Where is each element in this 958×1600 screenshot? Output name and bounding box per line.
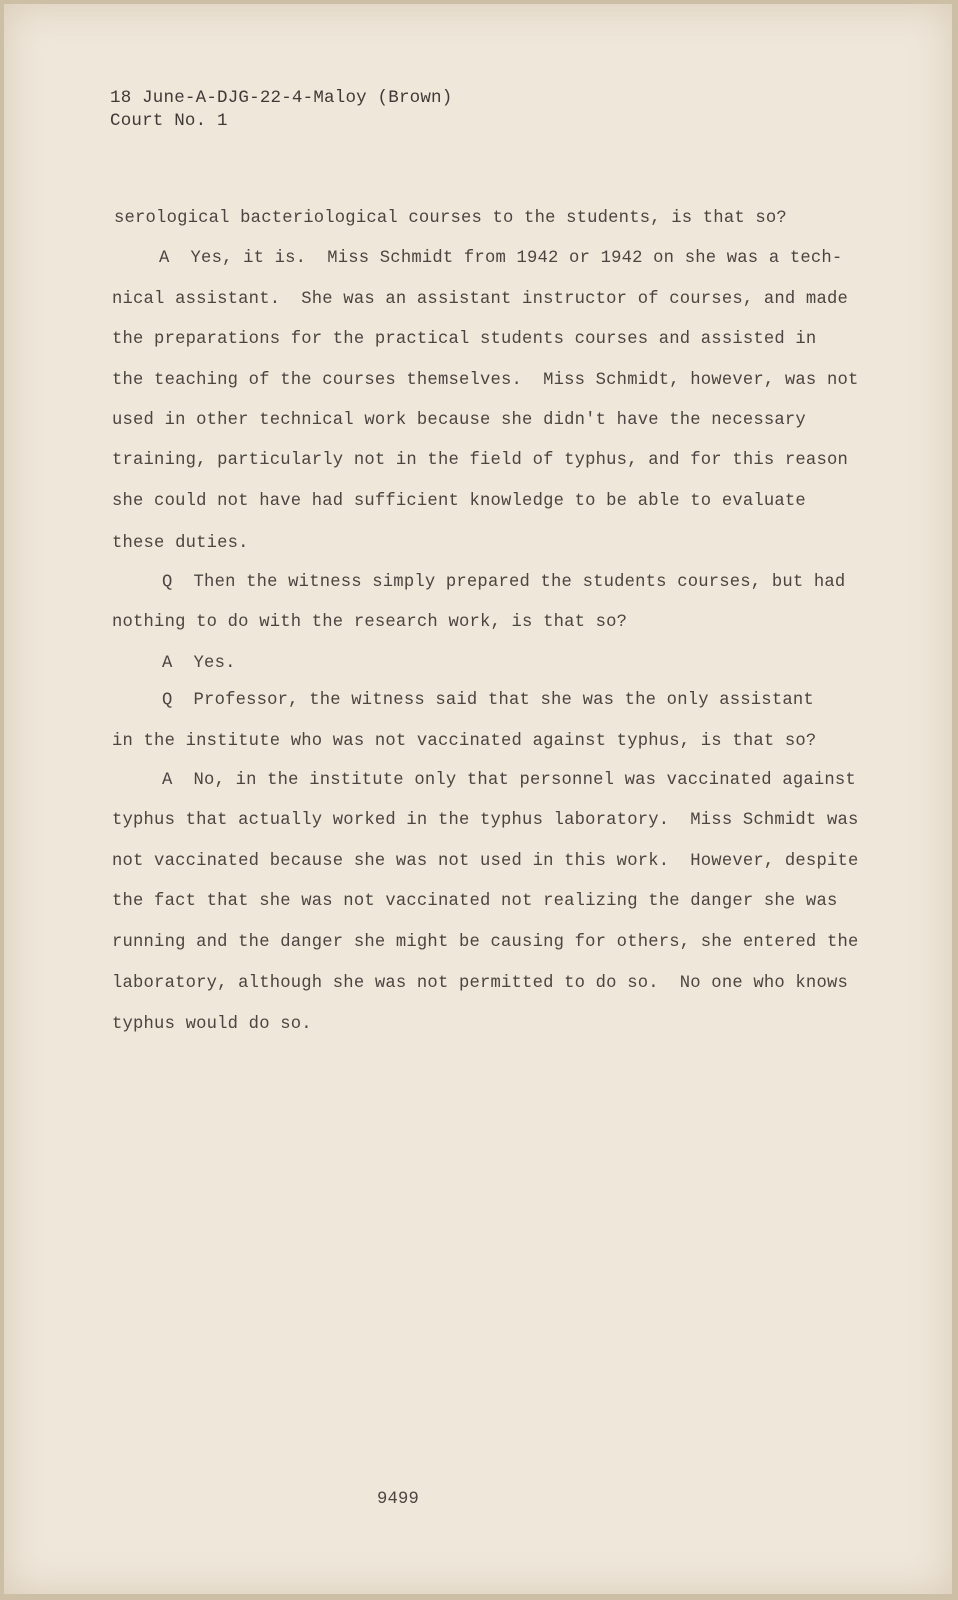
body-line: A Yes. — [162, 654, 236, 673]
body-line: typhus would do so. — [112, 1015, 312, 1034]
body-line: nical assistant. She was an assistant instructor of courses, and made — [112, 290, 848, 309]
body-line: typhus that actually worked in the typhus laboratory. Miss Schmidt was — [112, 811, 859, 830]
body-line: she could not have had sufficient knowledge to be able to evaluate — [112, 492, 806, 511]
body-line: A Yes, it is. Miss Schmidt from 1942 or 1942 on she was a tech- — [159, 249, 843, 268]
body-line: not vaccinated because she was not used in this work. However, despite — [112, 852, 859, 871]
body-line: running and the danger she might be causing for others, she entered the — [112, 933, 859, 952]
body-line: used in other technical work because she didn't have the necessary — [112, 411, 806, 430]
body-line: A No, in the institute only that personnel was vaccinated against — [162, 771, 856, 790]
body-line: laboratory, although she was not permitted to do so. No one who knows — [112, 974, 848, 993]
body-line: Q Professor, the witness said that she was the only assistant — [162, 691, 814, 710]
header-line-1: 18 June-A-DJG-22-4-Maloy (Brown) — [110, 88, 453, 108]
body-line: Q Then the witness simply prepared the students courses, but had — [162, 573, 846, 592]
body-line: serological bacteriological courses to the students, is that so? — [114, 209, 787, 228]
body-line: in the institute who was not vaccinated against typhus, is that so? — [112, 732, 817, 751]
body-line: the teaching of the courses themselves. Miss Schmidt, however, was not — [112, 371, 859, 390]
body-line: training, particularly not in the field of typhus, and for this reason — [112, 451, 848, 470]
body-line: the preparations for the practical students courses and assisted in — [112, 330, 817, 349]
header-line-2: Court No. 1 — [110, 111, 228, 131]
body-line: nothing to do with the research work, is that so? — [112, 613, 628, 632]
body-line: the fact that she was not vaccinated not realizing the danger she was — [112, 892, 838, 911]
body-line: these duties. — [112, 534, 249, 553]
document-page — [4, 4, 952, 1594]
page-number: 9499 — [377, 1490, 420, 1509]
